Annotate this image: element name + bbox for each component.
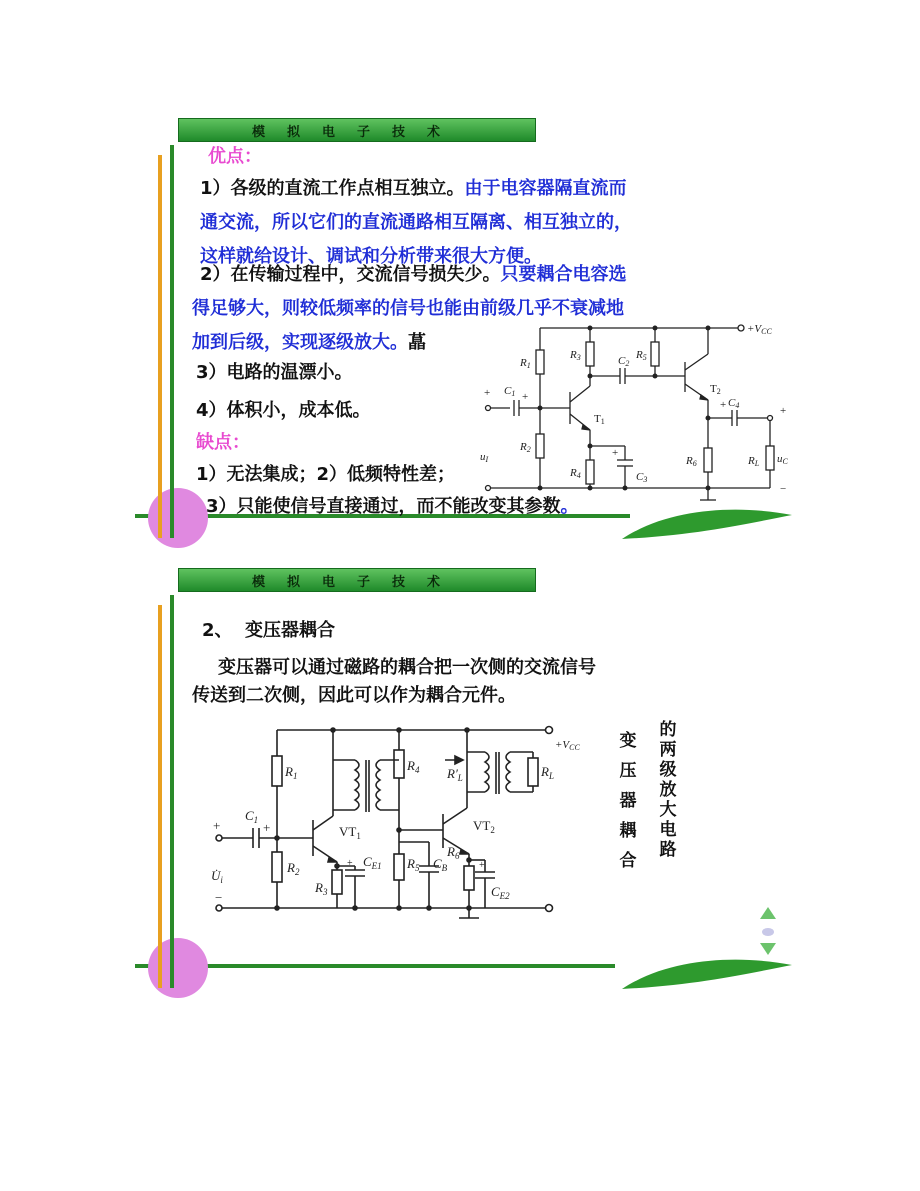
slide-2: [0, 560, 920, 1010]
orange-vertical-line: [158, 155, 162, 500]
orange-vertical-line: [158, 605, 162, 950]
c1-label: C1: [504, 385, 516, 398]
t2-label: T2: [710, 383, 721, 396]
disadvantage-line-1: 1）无法集成；2）低频特性差；: [196, 464, 456, 485]
para-line-1: 变压器可以通过磁路的耦合把一次侧的交流信号: [218, 657, 596, 678]
vt1-label: $VT_1$: [339, 824, 361, 841]
slide-header: [178, 568, 536, 592]
r3-label: $R_3$: [315, 880, 328, 897]
item2-blue-3: 加到后级，实现逐级放大。: [192, 332, 408, 353]
r1-label: $R_1$: [285, 764, 298, 781]
advantages-title: 优点：: [208, 146, 262, 167]
vt2-label: $VT_2$: [473, 818, 495, 835]
c4-plus: +: [720, 399, 727, 411]
ce2-label: $C_{E2}$: [491, 884, 510, 901]
intro-paragraph: [192, 654, 596, 710]
rl-label: $R_L$: [541, 764, 554, 781]
orange-line-overlay: [158, 488, 162, 538]
green-vertical-line: [170, 595, 174, 955]
c1-plus: +: [263, 820, 271, 835]
r3-label: R3: [570, 349, 581, 362]
green-vertical-line: [170, 145, 174, 505]
pink-circle-decoration: [148, 488, 208, 548]
disadvantages-title: 缺点：: [196, 432, 250, 453]
rc-coupled-circuit-diagram: [470, 310, 800, 510]
vertical-caption-col-2: 的两级放大电路: [659, 720, 677, 860]
green-leaf-decoration: [620, 505, 795, 543]
slide-1: [0, 110, 920, 560]
orange-line-overlay: [158, 938, 162, 988]
uo-label: uC: [777, 453, 788, 466]
r4-label: $R_4$: [407, 758, 420, 775]
green-leaf-decoration: [620, 955, 795, 993]
c3-label: C3: [636, 471, 648, 484]
r4-label: R4: [570, 467, 581, 480]
item-4: 4）体积小，成本低。: [196, 400, 371, 421]
r1-label: R1: [520, 357, 531, 370]
item-3: 3）电路的温漂小。: [196, 362, 353, 383]
item1-black: 1）各级的直流工作点相互独立。: [200, 178, 465, 199]
input-plus: +: [213, 818, 221, 833]
green-line-overlay: [170, 488, 174, 538]
c1-label: $C_1$: [245, 808, 259, 825]
header-title: 模拟电子技术: [251, 125, 462, 140]
r2-label: $R_2$: [287, 860, 300, 877]
rl-prime-label: $R'_L$: [447, 766, 463, 783]
dis-line2-text: 3）只能使信号直接通过，而不能改变其参数: [206, 496, 561, 517]
t1-label: T1: [594, 413, 605, 426]
section-title: 2、 变压器耦合: [202, 620, 336, 641]
r6-label: R6: [686, 455, 697, 468]
vcc-label: +VCC: [747, 323, 772, 336]
ce1-label: $C_{E1}$: [363, 854, 382, 871]
item2-blue-2: 得足够大，则较低频率的信号也能由前级几乎不衰减地: [192, 298, 624, 319]
r5-label: R5: [636, 349, 647, 362]
green-line-overlay: [170, 938, 174, 988]
r5-label: $R_5$: [407, 856, 420, 873]
item1-blue-1: 由于电容器隔直流而: [464, 178, 627, 199]
item1-blue-2: 通交流，所以它们的直流通路相互隔离、相互独立的，: [200, 212, 632, 233]
vertical-caption-col-1: 变压器耦合: [619, 731, 637, 871]
item2-blue-1: 只要耦合电容选: [500, 264, 627, 285]
pink-circle-decoration: [148, 938, 208, 998]
item1-blue-3: 这样就给设计、调试和分析带来很大方便。: [200, 246, 542, 267]
dis-line2-end: 。: [560, 496, 579, 517]
input-minus: −: [215, 890, 223, 905]
para-line-2: 传送到二次侧，因此可以作为耦合元件。: [192, 685, 516, 706]
header-title: 模拟电子技术: [251, 575, 462, 590]
transformer-coupled-circuit-diagram: [205, 720, 605, 935]
c3-plus: +: [612, 447, 619, 459]
cb-label: $C_B$: [433, 856, 448, 873]
item2-black: 2）在传输过程中，交流信号损失少。: [200, 264, 501, 285]
c4-label: C4: [728, 397, 740, 410]
slide-header: [178, 118, 536, 142]
nav-arrows-icon[interactable]: [758, 905, 778, 960]
item2-tail: 蕌: [408, 332, 426, 353]
ui-label: $U̇_i$: [211, 868, 223, 885]
vcc-label: +VCC: [555, 739, 580, 752]
input-plus: +: [484, 387, 491, 399]
c2-label: C2: [618, 355, 630, 368]
ce1-plus: +: [347, 858, 353, 869]
output-plus: +: [780, 405, 787, 417]
output-minus: −: [780, 483, 787, 495]
rl-label: RL: [748, 455, 760, 468]
ui-label: uI: [480, 451, 489, 464]
r6-label: $R_6$: [447, 844, 460, 861]
r2-label: R2: [520, 441, 531, 454]
c1-plus: +: [522, 391, 529, 403]
ce2-plus: +: [479, 860, 485, 871]
